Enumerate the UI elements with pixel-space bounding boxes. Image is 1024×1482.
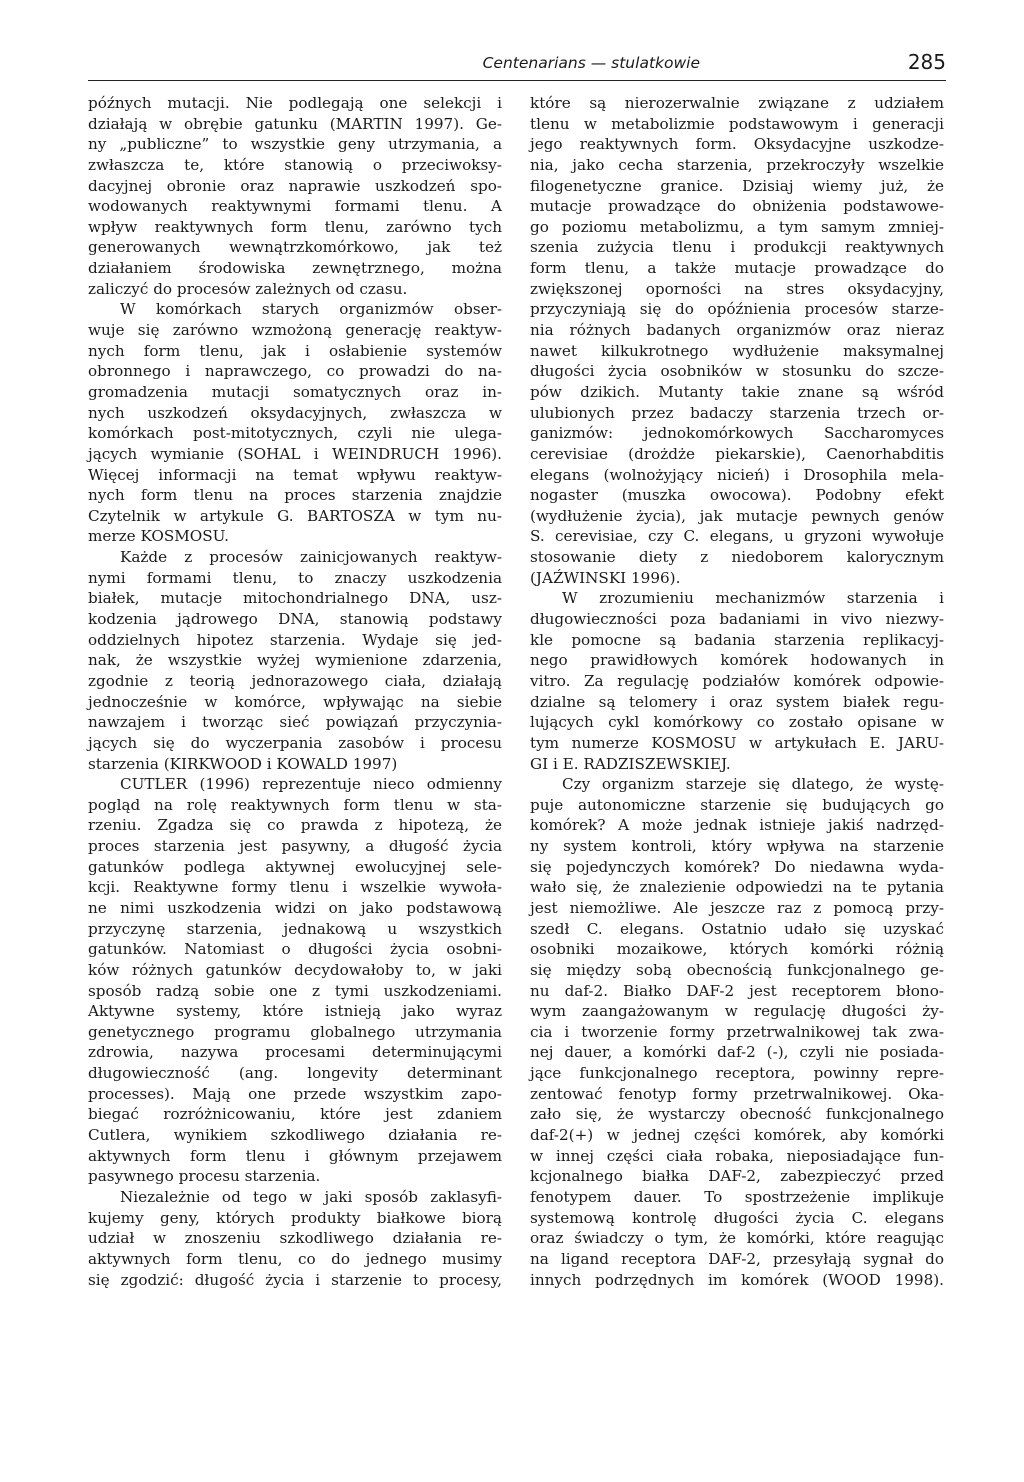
text-line: jest niemożliwe. Ale jeszcze raz z pomocą przy-	[530, 898, 944, 917]
text-line: rzeniu. Zgadza się co prawda z hipotezą, że	[88, 816, 502, 835]
text-line: ulubionych przez badaczy starzenia trzech or-	[530, 403, 944, 422]
text-line: Aktywne systemy, które istnieją jako wyraz	[88, 1002, 502, 1021]
text-line: kodzenia jądrowego DNA, stanowią podstawy	[88, 610, 502, 629]
text-line: S. cerevisiae, czy C. elegans, u gryzoni wywołuje	[530, 527, 944, 546]
text-line: nych form tlenu na proces starzenia znajdzie	[88, 486, 502, 505]
text-line: jednocześnie w komórce, wpływając na siebie	[88, 692, 502, 711]
text-line: późnych mutacji. Nie podlegają one selekcji i	[88, 94, 502, 112]
text-line: ny „publiczne” to wszystkie geny utrzymania, a	[88, 135, 502, 154]
text-line: na ligand receptora DAF-2, przesyłają sygnał do	[530, 1249, 944, 1268]
text-line: zało się, że wystarczy obecność funkcjonalnego	[530, 1105, 944, 1124]
text-line: biegać rozróżnicowaniu, które jest zdaniem	[88, 1105, 502, 1124]
text-line: pasywnego procesu starzenia.	[88, 1167, 321, 1186]
text-line: tlenu w metabolizmie podstawowym i generacji	[530, 114, 944, 133]
text-line: oddzielnych hipotez starzenia. Wydaje się jed-	[88, 630, 502, 649]
text-line: nych form tlenu, jak i osłabienie systemów	[88, 341, 502, 360]
text-line: gatunków. Natomiast o długości życia osobni-	[88, 940, 502, 959]
text-line: osobniki mozaikowe, których komórki różnią	[530, 940, 944, 959]
text-line: zaliczyć do procesów zależnych od czasu.	[88, 279, 408, 298]
text-line: zdrowia, nazywa procesami determinującymi	[88, 1043, 502, 1062]
text-line: długości życia osobników w stosunku do szcze-	[530, 362, 944, 381]
text-line: ny system kontroli, który wpływa na starzenie	[530, 837, 944, 856]
text-line: wpływ reaktywnych form tlenu, zarówno tych	[88, 217, 502, 236]
text-line: tym numerze KOSMOSU w artykułach E. JARU-	[530, 733, 944, 752]
page-number: 285	[907, 50, 946, 74]
text-line: aktywnych form tlenu i głównym przejawem	[88, 1146, 502, 1165]
text-line: ków różnych gatunków decydowałoby to, w jaki	[88, 960, 502, 979]
text-line: zgodnie z teorią jednorazowego ciała, działają	[88, 671, 502, 690]
text-line: dzialne są telomery i oraz system białek regu-	[530, 692, 944, 711]
text-line: nu daf-2. Białko DAF-2 jest receptorem błono-	[530, 981, 944, 1000]
text-line: wało się, że znalezienie odpowiedzi na te pytania	[530, 878, 944, 897]
text-line: stosowanie diety z niedoborem kalorycznym	[530, 548, 944, 567]
running-head: Centenarians — stulatkowie	[482, 54, 700, 72]
text-line: nawet kilkukrotnego wydłużenie maksymalnej	[530, 341, 944, 360]
text-line: Więcej informacji na temat wpływu reaktyw-	[88, 465, 502, 484]
text-line: mutacje prowadzące do obniżenia podstawowe-	[530, 197, 944, 216]
text-line: nogaster (muszka owocowa). Podobny efekt	[530, 486, 944, 505]
text-line: szedł C. elegans. Ostatnio udało się uzyskać	[530, 919, 944, 938]
text-line: gromadzenia mutacji somatycznych oraz in-	[88, 382, 502, 401]
text-line: kujemy geny, których produkty białkowe biorą	[88, 1208, 502, 1227]
text-line: się zgodzić: długość życia i starzenie to procesy,	[88, 1270, 502, 1289]
text-line: białek, mutacje mitochondrialnego DNA, usz-	[88, 589, 502, 608]
text-line: W zrozumieniu mechanizmów starzenia i	[562, 589, 944, 608]
text-line: lujących cykl komórkowy co zostało opisane w	[530, 713, 944, 732]
text-line: komórkach post-mitotycznych, czyli nie ulega-	[88, 424, 502, 443]
text-line: systemową kontrolę długości życia C. elegans	[530, 1208, 944, 1227]
text-line: wodowanych reaktywnymi formami tlenu. A	[88, 197, 502, 216]
text-line: generowanych wewnątrzkomórkowo, jak też	[88, 238, 502, 257]
text-line: nymi formami tlenu, to znaczy uszkodzenia	[88, 568, 502, 587]
text-line: Cutlera, wynikiem szkodliwego działania re-	[88, 1126, 502, 1145]
text-line: nawzajem i tworząc sieć powiązań przyczynia-	[88, 713, 502, 732]
text-line: aktywnych form tlenu, co do jednego musimy	[88, 1249, 502, 1268]
text-line: (JAŹWINSKI 1996).	[530, 568, 681, 587]
text-line: jących wymianie (SOHAL i WEINDRUCH 1996).	[88, 444, 502, 463]
text-line: nia, jako cecha starzenia, przekroczyły wszelkie	[530, 155, 944, 174]
text-line: cia i tworzenie formy przetrwalnikowej tak zwa-	[530, 1022, 944, 1041]
text-line: vitro. Za regulację podziałów komórek odpowie-	[530, 671, 944, 690]
text-line: processes). Mają one przede wszystkim zapo-	[88, 1084, 502, 1103]
text-line: ne nimi uszkodzenia widzi on jako podstawową	[88, 898, 502, 917]
text-line: puje autonomiczne starzenie się budujących go	[530, 795, 944, 814]
text-line: nej dauer, a komórki daf-2 (-), czyli nie posiada-	[530, 1043, 944, 1062]
text-line: szenia zużycia tlenu i produkcji reaktywnych	[530, 238, 944, 257]
text-line: fenotypem dauer. To spostrzeżenie implikuje	[530, 1187, 944, 1206]
right-text-column	[530, 93, 944, 1290]
page-header	[88, 50, 946, 81]
text-line: genetycznego programu globalnego utrzymania	[88, 1022, 502, 1041]
text-line: długowieczności poza badaniami in vivo niezwy-	[530, 610, 944, 629]
left-text-column	[88, 93, 502, 1290]
text-line: Czy organizm starzeje się dlatego, że wystę-	[562, 775, 944, 794]
text-line: proces starzenia jest pasywny, a długość życia	[88, 837, 502, 856]
text-line: wuje się zarówno wzmożoną generację reaktyw-	[88, 321, 502, 340]
text-line: filogenetyczne granice. Dzisiaj wiemy już, że	[530, 176, 944, 195]
text-line: CUTLER (1996) reprezentuje nieco odmienny	[120, 775, 502, 794]
text-line: przyczynę starzenia, jednakową u wszystkich	[88, 919, 502, 938]
text-line: nak, że wszystkie wyżej wymienione zdarzenia,	[88, 651, 502, 670]
text-line: gatunków podlega aktywnej ewolucyjnej sele-	[88, 857, 502, 876]
text-line: pów dzikich. Mutanty takie znane są wśród	[530, 382, 944, 401]
text-line: kcji. Reaktywne formy tlenu i wszelkie wywoła-	[88, 878, 502, 897]
text-line: obronnego i naprawczego, co prowadzi do na-	[88, 362, 502, 381]
text-line: nych uszkodzeń oksydacyjnych, zwłaszcza w	[88, 403, 502, 422]
text-line: w innej części ciała robaka, nieposiadające fun-	[530, 1146, 944, 1165]
text-line: form tlenu, a także mutacje prowadzące do	[530, 259, 944, 278]
text-line: GI i E. RADZISZEWSKIEJ.	[530, 754, 731, 773]
text-line: pogląd na rolę reaktywnych form tlenu w sta-	[88, 795, 502, 814]
text-line: (wydłużenie życia), jak mutacje pewnych genów	[530, 506, 944, 525]
text-line: jących się do wyczerpania zasobów i procesu	[88, 733, 502, 752]
text-line: starzenia (KIRKWOOD i KOWALD 1997)	[88, 754, 398, 773]
text-line: kcjonalnego białka DAF-2, zabezpieczyć przed	[530, 1167, 944, 1186]
text-line: nego prawidłowych komórek hodowanych in	[530, 651, 944, 670]
text-line: kle pomocne są badania starzenia replikacyj-	[530, 630, 944, 649]
text-line: się pojedynczych komórek? Do niedawna wyda-	[530, 857, 944, 876]
text-line: oraz świadczy o tym, że komórki, które reagując	[530, 1229, 944, 1248]
text-line: zentować fenotyp formy przetrwalnikowej. Oka-	[530, 1084, 944, 1103]
text-line: działaniem środowiska zewnętrznego, można	[88, 259, 502, 278]
text-line: zwiększonej oporności na stres oksydacyjny,	[530, 279, 944, 298]
text-line: elegans (wolnożyjący nicień) i Drosophila mela-	[530, 465, 944, 484]
text-line: W komórkach starych organizmów obser-	[120, 300, 502, 319]
text-line: dacyjnej obronie oraz naprawie uszkodzeń spo-	[88, 176, 502, 195]
text-line: ganizmów: jednokomórkowych Saccharomyces	[530, 424, 944, 443]
text-line: przyczyniają się do opóźnienia procesów starze-	[530, 300, 944, 319]
text-line: go poziomu metabolizmu, a tym samym zmniej-	[530, 217, 944, 236]
text-line: zwłaszcza te, które stanowią o przeciwoksy-	[88, 155, 502, 174]
text-line: cerevisiae (drożdże piekarskie), Caenorhabditis	[530, 444, 944, 463]
text-line: udział w znoszeniu szkodliwego działania re-	[88, 1229, 502, 1248]
text-line: Każde z procesów zainicjowanych reaktyw-	[120, 548, 502, 567]
text-line: merze KOSMOSU.	[88, 527, 229, 546]
text-line: sposób radzą sobie one z tymi uszkodzeniami.	[88, 981, 502, 1000]
text-line: komórek? A może jednak istnieje jakiś nadrzęd-	[530, 816, 944, 835]
text-line: jące funkcjonalnego receptora, powinny repre-	[530, 1064, 944, 1083]
text-line: Niezależnie od tego w jaki sposób zaklasyfi-	[120, 1187, 502, 1206]
text-line: długowieczność (ang. longevity determinant	[88, 1064, 502, 1083]
text-line: Czytelnik w artykule G. BARTOSZA w tym nu-	[88, 506, 502, 525]
text-line: nia różnych badanych organizmów oraz nieraz	[530, 321, 944, 340]
text-line: jego reaktywnych form. Oksydacyjne uszkodze-	[530, 135, 944, 154]
text-line: daf-2(+) w jednej części komórek, aby komórki	[530, 1126, 944, 1145]
text-line: innych podrzędnych im komórek (WOOD 1998).	[530, 1270, 944, 1289]
text-line: działają w obrębie gatunku (MARTIN 1997). Ge-	[88, 114, 502, 133]
text-line: które są nierozerwalnie związane z udziałem	[530, 94, 944, 112]
text-line: wym zaangażowanym w regulację długości ży-	[530, 1002, 944, 1021]
text-line: się między sobą obecnością funkcjonalnego ge-	[530, 960, 944, 979]
